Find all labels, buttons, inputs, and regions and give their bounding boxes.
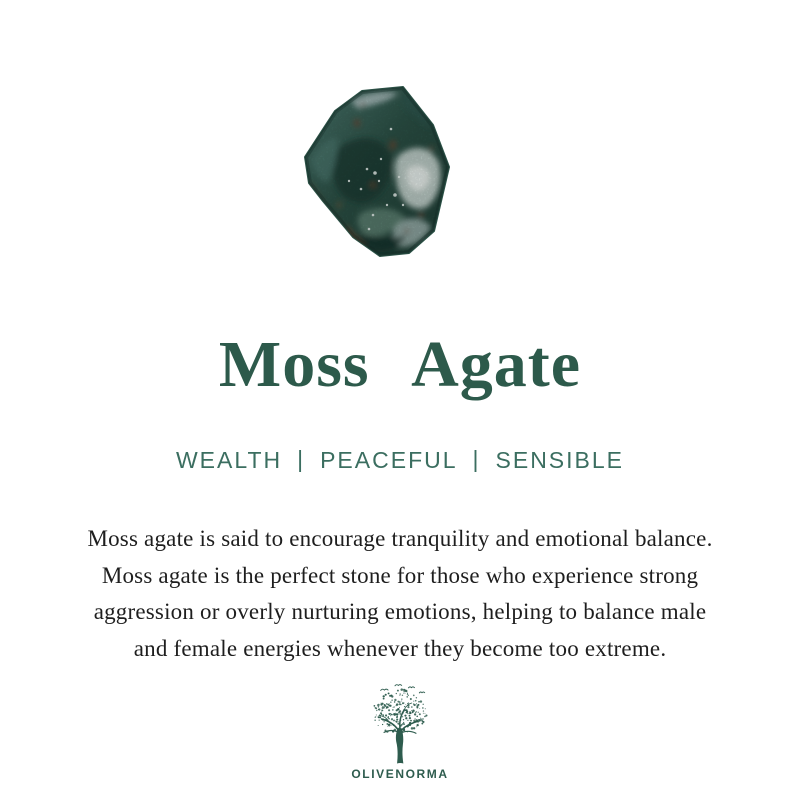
trait-sensible: SENSIBLE xyxy=(495,447,625,473)
description-line: aggression or overly nurturing emotions, helping to balance male xyxy=(93,599,707,624)
moss-agate-stone-icon xyxy=(303,85,463,261)
trait-peaceful: PEACEFUL xyxy=(320,447,458,473)
description-line: Moss agate is the perfect stone for those who experience strong xyxy=(101,562,699,588)
brand-name: OLIVENORMA xyxy=(351,767,449,781)
description-line: and female energies whenever they become too extreme. xyxy=(133,635,667,661)
tree-trunk xyxy=(379,703,424,763)
page-title: Moss Agate xyxy=(218,328,582,401)
tree-canopy xyxy=(374,688,428,732)
trait-separator: | xyxy=(297,446,306,472)
olive-tree-icon xyxy=(356,682,444,766)
birds-icon xyxy=(381,685,425,693)
moss-agate-stone-image xyxy=(303,85,463,261)
trait-separator: | xyxy=(472,446,481,472)
description-paragraph xyxy=(0,521,800,667)
description-line: Moss agate is said to encourage tranquility and emotional balance. xyxy=(87,526,713,551)
traits-strip xyxy=(0,446,800,474)
trait-wealth: WEALTH xyxy=(175,447,283,473)
brand-logo xyxy=(0,682,800,781)
